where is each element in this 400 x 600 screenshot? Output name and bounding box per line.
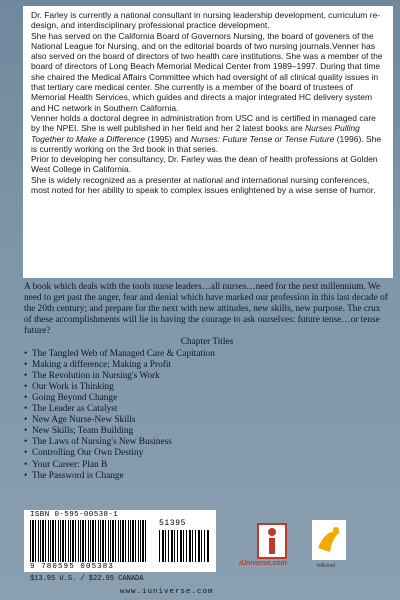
barcode-digits: 9 780595 005383 (30, 563, 115, 571)
bullet-icon: • (24, 470, 28, 481)
chapter-item (24, 371, 390, 382)
chapter-title: The Laws of Nursing's New Business (32, 437, 172, 448)
chapter-item (24, 426, 390, 437)
bio-paragraph: She is widely recognized as a presenter at national and international nursing conferences, most noted for her ability to speak to complex issues enlightened by a wise sense of humor. (31, 174, 376, 196)
chapter-item (24, 415, 390, 426)
isbn-barcode (24, 510, 216, 572)
chapter-item (24, 360, 390, 371)
bio-paragraph (31, 113, 384, 154)
chapter-item (24, 471, 390, 482)
chapter-list (24, 349, 390, 482)
book-blurb (24, 282, 390, 482)
chapter-title: The Revolution in Nursing's Work (32, 370, 160, 381)
toexcel-logo-text: toExcel (317, 563, 336, 569)
bullet-icon: • (24, 415, 28, 426)
isbn-label: ISBN 0-595-00538-1 (30, 511, 119, 519)
author-bio-box (23, 6, 393, 278)
chapter-item (24, 437, 390, 448)
bio-paragraph: She has served on the California Board of Governors Nursing, the board of goveners of the National League for Nursing, and on the editorial boards of two nursing journals.Venner has also served on the board of directors of two health care institutions. She was a member of the board of directors of Long Beach Memorial Medical Center from 1989–1997. During that time she chaired the Medical Affairs Committee which had oversight of all clinical quality issues in that tertiary care medical center. She currently is a member of the board of trustees of Memorial Health Services, which guides and directs a major integrated HC delivery system and HC network in Southern California. (31, 30, 383, 113)
iuniverse-logo-text: iUniverse.com (239, 560, 287, 567)
bio-text: (1996). She is currently working on the 3rd book in that series. (31, 133, 382, 154)
bullet-icon: • (24, 426, 28, 437)
bullet-icon: • (24, 381, 28, 392)
price-text: $13.95 U.S. / $22.95 CANADA (30, 575, 144, 583)
chapter-title: New Age Nurse-New Skills (32, 415, 136, 426)
chapter-title: Going Beyond Change (32, 392, 118, 403)
chapter-item (24, 382, 390, 393)
blurb-text: A book which deals with the tools nurse leaders…all nurses…need for the next millennium. We need to get past the anger, fear and denial which have marked our profession in this last decade of the 20th century; and prepare for the next with new attitudes, new skills, new purpose. The crux of these accomplishments will lie in having the courage to ask ourselves: future tense…or tense future? (24, 282, 388, 337)
chapter-titles-heading: Chapter Titles (180, 337, 234, 348)
chapter-item (24, 393, 390, 404)
chapter-item (24, 448, 390, 459)
bio-paragraph: Dr. Farley is currently a national consultant in nursing leadership development, curriculum re-design, and interdisciplinary professional practice development. (31, 10, 381, 31)
chapter-title: New Skills; Team Building (32, 426, 134, 437)
bullet-icon: • (24, 437, 28, 448)
price-code: 51395 (159, 519, 187, 528)
chapter-item (24, 404, 390, 415)
chapter-title: Your Career: Plan B (32, 459, 108, 470)
toexcel-logo (310, 518, 348, 564)
ean-barcode-bars (30, 520, 148, 562)
bullet-icon: • (24, 448, 28, 459)
chapter-title: The Password is Change (32, 470, 124, 481)
chapter-item (24, 460, 390, 471)
bullet-icon: • (24, 359, 28, 370)
chapter-title: Making a difference; Making a Profit (32, 359, 171, 370)
bullet-icon: • (24, 404, 28, 415)
bullet-icon: • (24, 348, 28, 359)
book-title: Nurses: Future Tense or Tense Future (190, 133, 335, 144)
bio-paragraph: Prior to developing her consultancy, Dr. Farley was the dean of health professions at Golden West College in California. (31, 154, 378, 175)
bullet-icon: • (24, 370, 28, 381)
bio-text: Venner holds a doctoral degree in administration from USC and is certified in managed care by the NPEI. She is well published in her field and her 2 latest books are (31, 112, 376, 134)
chapter-title: Our Work is Thinking (32, 381, 114, 392)
chapter-title: The Tangled Web of Managed Care & Capitation (32, 348, 215, 359)
price-barcode-bars (159, 530, 209, 562)
chapter-title: Controlling Our Own Destiny (32, 448, 144, 459)
publisher-url: www.iuniverse.com (120, 588, 214, 596)
bio-text: (1995) and (145, 133, 191, 144)
book-title: Nurses Pulling Together to Make a Difference (31, 123, 360, 144)
chapter-title: The Leader as Catalyst (32, 404, 118, 415)
chapter-item (24, 349, 390, 360)
bullet-icon: • (24, 392, 28, 403)
bullet-icon: • (24, 459, 28, 470)
